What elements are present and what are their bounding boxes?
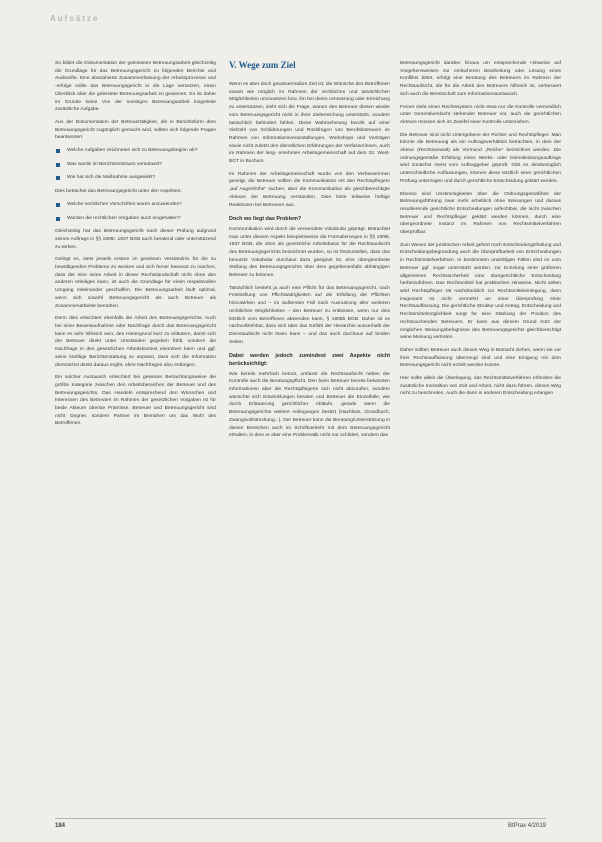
paragraph: Gelingt es, stets jeweils erstere im gewissen Verständnis für die zu bewältigenden Probleme zu wecken und sich ferner bewusst zu machen, dass der eine seine Arbeit in dieser Rechtslandschaft nicht ohne den anderen erledigen kann, ist auch die Grundlage für einen respektvollen Umgang miteinander geschaffen. Die Betreuungsarbeit läuft optimal, wenn sich sowohl Betreuungsgericht als auch Betreuer als Zusammenarbeiter bemühen.	[55, 257, 216, 309]
paragraph: Tatsächlich besteht ja auch eine Pflicht für das Betreuungsgericht, nach Feststellung von Pflichtwidrigkeiten auf die Erfüllung der Pflichten hinzuwirken und – im äußersten Fall nach Ausnutzung aller weiteren rechtlichen Möglichkeiten – den Betreuer zu entlassen, wenn nur dies letztlich vom Betroffenen abwenden kann, § 1908b BGB. Daher ist es nachvollziehbar, dass sich über das Gefühl der Hierarchie ausserhalb der Dienstaufsicht nicht lösen kann – und das auch durchaus auf beiden Seiten.	[229, 285, 390, 345]
paragraph: Ein solcher Austausch erleichtert bei gewisser Betrachtungsweise die größte Kategorie zwischen den Arbeitsbereichen der Betreuer und des Betreuungsgerichts. Das Handeln entsprechend den Wünschen und Interessen des Betreuten im Rahmen der gesetzlichen Vorgaben ist für beide Akteure oberste Prämisse. Betreuer und Betreuungsgericht sind nicht Gegner, sondern Partner im Bemühen um das Wohl des Betroffenen.	[55, 375, 216, 427]
paragraph: Aus der Dokumentation der Betreuertätigkeit, die in Berichtsform dem Betreuungsgericht zugänglich gemacht wird, sollten sich folgende Fragen beantworten:	[55, 119, 216, 141]
paragraph: Kommunikation wird durch die verwendete Vokabular geprägt. Betrachtet man unter diesem Aspekt beispielsweise die Formulierungen in §§ 1908i, 1837 BGB, die oben als gesetzliche Arbeitsbasis für die Rechtsaufsicht des Betreuungsgerichts bezeichnet wurden, so ist festzustellen, dass das benutzte Vokabular durchaus dazu geeignet ist, eine übergeordnete Stellung des Betreuungsgerichts über dem gegebenenfalls abhängigen Betreuer zu betonen.	[229, 226, 390, 279]
paragraph: Im Rahmen der Arbeitsgemeinschaft wurde von den Verfasserinnen gezeigt, die Betreuer sollten die Kommunikation mit den Rechtspflegern „auf Augenhöhe“ suchen, aber die Kommunikation als gleichberechtigte Akteure der Betreuung verstanden. Dies löste teilweise heftige Reaktionen bei Betreuern aus.	[229, 171, 390, 208]
square-bullet-icon	[56, 203, 60, 207]
paragraph: Wie bereits mehrfach betont, umfasst die Rechtsaufsicht neben der Kontrolle auch die Beratungspflicht. Den beim Betreuer bereits bekannten Informationen aber die Rechtspflegerin sich nicht abzurufen, sondern wünschte sich Entwicklungen beraten und Betreuer die Einzelfalle, wie durch Erläuterung gerichtlicher Abläufe, gerade wenn die Betreuungsgerichte weitere Anliegungen besitzt (Nachlass, Grundbuch, Zwangsvollstreckung...). Der Betreuer kann die Beratung/Unterstützung in diesen Bereichen auch im Schriftverkehr mit dem Betreuungsgericht erhalten, in dem er aber eine Problematik nicht nur schildert, sondern das	[229, 371, 390, 439]
bullet-list	[55, 201, 216, 222]
paragraph: Gleichzeitig hat das Betreuungsgericht nach dieser Prüfung aufgrund seines Auftrags in §§ 1908i, 1837 BGB auch beratend oder unterstützend zu wirken.	[55, 229, 216, 250]
list-item-text: Wie hat sich die Maßnahme ausgewirkt?	[67, 175, 156, 181]
section-heading: V. Wege zum Ziel	[229, 60, 296, 70]
square-bullet-icon	[56, 163, 60, 167]
paragraph: Ferner sieht einen Rechtssystem nicht etwa nur die Kontrolle vermeidlich unter Generalverdacht stehender Betreuer vor, auch die gerichtlichen Akteure müssen sich im Zweifel einer Kontrolle unterziehen.	[400, 104, 561, 125]
square-bullet-icon	[56, 149, 60, 153]
paragraph: Hier sollte allein die Überlegung, das Rechtsmittelverfahren erfordere die zusätzliche Investition von Zeit und Arbeit, nicht dazu führen, diesen Weg nicht zu beschreiten. Auch die dann in anderen Entscheidung erlangen	[400, 376, 561, 397]
square-bullet-icon	[56, 217, 60, 221]
column-right	[400, 60, 561, 403]
list-item	[55, 215, 216, 223]
list-item-text: Was wurde im Berichtszeitraum veranlasst?	[67, 161, 162, 167]
column-middle	[229, 60, 390, 445]
paragraph: Dies betrachet das Betreuungsgericht unter den Aspekten:	[55, 189, 182, 195]
footer-divider	[55, 818, 546, 819]
paragraph: Ebenso sind Unstimmigkeiten über die Ordnungsgemäßheit der Betreuungsführung zwar mehr erheblich ohne Weisungen und daraus resultierende gerichtliche Entscheidungen anfechtbar, die nicht zwischen Betreuer und Rechtspfleger geklärt werden können, durch eine übergeordnete Instanz im Rahmen von Rechtsmittelverfahren überprüfbar.	[400, 191, 561, 236]
paragraph: Wenn es aber doch gewissermaßen Zeit ist, die Wünsche des Betroffenen soweit wie möglich im Rahmen der rechtlichen und tatsächlichen Möglichkeiten umzusetzen bzw. ihn bei deren Umsetzung oder Erreichung zu unterstützen, sieht sich die Frage, warum den Betreuer diesen wieder vom Betreuungsgericht nicht in ihrer Zielerreichung unterstützt, sondern tatsächlich behindert fühlen. Diese Wahrnehmung beruht auf einer Vielzahl von Schilderungen und Rückfragen von Berufsbetreuern im Rahmen von Informationsveranstaltungen, Workshops und Vorträgen sowie nicht zuletzt den dienstlichen Erfahrungen der Verfasserinnen, auch im Rahmen der lang- ersehnten Arbeitsgemeinschaft auf dem 32. West-BGT in Bochum.	[229, 82, 390, 165]
list-item-text: Wurden die rechtlichen Vorgaben auch eingehalten?	[67, 215, 181, 221]
square-bullet-icon	[56, 176, 60, 180]
subheading: Dabei werden jedoch zumindest zwei Aspekte nicht berücksichtigt:	[229, 353, 390, 367]
section-label: Aufsätze	[50, 14, 100, 23]
list-item-text: Welche rechtlichen Vorschriften waren anzuwenden?	[67, 201, 182, 207]
column-left	[55, 60, 216, 433]
page-number: 184	[55, 823, 66, 829]
paragraph: Die Betreuer sind nicht Untergebene der Richter und Rechtspfleger. Man könnte die Betreuung als ein Auftragsverhältnis betrachten, in dem der Akteur (Rechtsanwalt) als Vormund „Reiche“ bezeichnet werden. Die ordnungsgemäße Erfüllung eines Werks- oder Dienstleistungsauftrags wird zunächst meist vom Auftraggeber geprüft. Gibt es diesbezüglich unterschiedliche Auffassungen, können diese letztlich einer gerichtlichen Prüfung unterzogen und durch gerichtliche Entscheidung geklärt werden.	[400, 132, 561, 184]
paragraph: Zum Wesen der juristischen Arbeit gehört noch Entscheidungsfindung und Entscheidungsbegründung auch die Überprüfbarkeit von Entscheidungen in Rechtsmittelverfahren. In bestimmten unstrittigen Fällen sind es vom Betreuer ggf. sogar unterstützt worden, zur Erzielung einer größeren allgemeinen Rechtssicherheit eine obergerichtliche Entscheidung herbeizuführen. Das Rechtsmittel hat praktischen Hinweise. Nicht selten wird Rechtspfleger rät nachdrücklich zur Rechtsmitteleinlegung, dann insgesamt ist nicht vermehrt an einer Überprüfung einer Rechtsauffassung. Die gerichtliche Struktur und Antrag, Entscheidung und Rechtsmittelmöglichkeit sorgt für eine Stärkung der Position des rechtssuchenden Betreuers. Er kann aus diesem Grund trotz der möglichen Weisungsbefugnisse des Betreuungsgerichts gleichberechtigt seine Meinung vertreten.	[400, 242, 561, 341]
list-item	[55, 201, 216, 209]
paragraph: So bildet die Dokumentation der geleisteten Betreuungsarbeit gleichzeitig die Grundlage für das Betreuungsgericht zu folgenden Berichte und Auskünfte. Eine abstrahierte Zusammenfassung der Arbeitsprozesse und -erfolge sollte das Betreuungsgericht in die Lage versetzen, einen Überblick über die geleistete Betreuungsarbeit zu gewinnen. Es ist daher im Grunde keine Von der sonstigen Betreuungsarbeit losgelöste zusätzliche Aufgabe.	[55, 61, 216, 113]
paragraph: Betreuungsgericht darüber hinaus um entsprechende Hinweise auf Vorgehensweisen zur einfacheren Bearbeitung oder Lösung eines Konflikts bittet, erfolgt eine Beratung des Betreuers im Rahmen der Rechtsaufsicht, die für die Arbeit des Betreuers hilfreich ist, verbessert sich auch die Bereitschaft zum Informationsaustausch.	[400, 61, 561, 97]
publication-issue: BtPrax 4/2019	[507, 823, 546, 829]
bullet-list	[55, 147, 216, 182]
list-item	[55, 161, 216, 169]
list-item	[55, 147, 216, 155]
paragraph: Denn dies erleichtert ebenfalls die Arbeit des Betreuungsgerichts. Auch bei einer Beweisaufnahme oder Nachfrage durch das Betreuungsgericht kann es sehr hilfreich sein, den Hintergrund kurz zu erläutern, damit sich der Betreuer direkt unter Umständen gegeben fühlt, sondern die Nachfrage in den gesetzlichen Arbeitskontext einordnen kann und ggf. seine künftige Berichterstattung so anpasst, dass sich die Information demnächst direkt daraus ergibt, ohne Nachfragen also erübrigen.	[55, 316, 216, 368]
list-item-text: Welche Aufgaben zeichneten sich zu Betreuungsbeginn ab?	[67, 148, 198, 154]
list-item	[55, 174, 216, 182]
paragraph: Daher sollten Betreuer auch diesen Weg in Betracht ziehen, wenn sie vor ihrer Rechtsauffassung überzeugt sind und eine Einigung mit dem Betreuungsgericht nicht erzielt werden konnte.	[400, 347, 561, 369]
subheading: Doch wo liegt das Problem?	[229, 216, 302, 223]
